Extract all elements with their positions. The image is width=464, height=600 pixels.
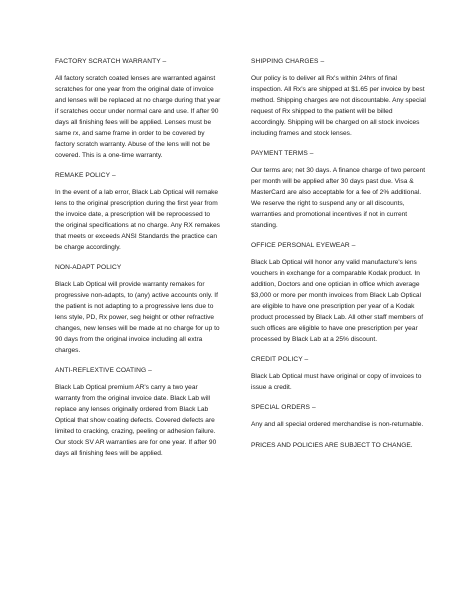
section-heading: NON-ADAPT POLICY [55,264,122,271]
section-heading: PAYMENT TERMS – [251,150,314,157]
section-heading: OFFICE PERSONAL EYEWEAR – [251,242,356,249]
section-heading: CREDIT POLICY – [251,356,309,363]
section-body: Black Lab Optical premium AR's carry a two year warranty from the original invoice date. Black Lab will replace any lenses originally ordered from Black Lab Optical that show coating defects. Covered defects are limited to cracking, crazing, peeling or adhesion failure. Our stock SV AR warranties are for one year. If after 90 days all finishing fees will be applied. [55,384,217,457]
section-body: All factory scratch coated lenses are warranted against scratches for one year from the original date of invoice and lenses will be replaced at no charge during that year if scratches occur under normal care and use. If after 90 days all finishing fees will be applied. Lenses must be same rx, and same frame in order to be covered by factory scratch warranty. Abuse of the lens will not be covered. This is a one-time warranty. [55,75,221,159]
credit-policy-section [251,355,428,393]
section-heading: SPECIAL ORDERS – [251,404,316,411]
section-body: Black Lab Optical must have original or copy of invoices to issue a credit. [251,373,422,391]
section-heading: FACTORY SCRATCH WARRANTY – [55,58,167,65]
section-heading: SHIPPING CHARGES – [251,58,325,65]
section-body: Any and all special ordered merchandise is non-returnable. [251,421,424,428]
section-heading: REMAKE POLICY – [55,172,116,179]
section-heading: ANTI-REFLEXTIVE COATING – [55,367,152,374]
section-body: Black Lab Optical will honor any valid manufacture's lens vouchers in exchange for a comparable Kodak product. In addition, Doctors and one optician in office which average $3,000 or more per month invoices from Black Lab Optical are eligible to have one prescription per year of a Kodak product processed by Black Lab. All other staff members of such offices are eligible to have one prescription per year processed by Black Lab at a 25% discount. [251,259,424,343]
non-adapt-policy-section [55,263,221,356]
prices-policies-notice: PRICES AND POLICIES ARE SUBJECT TO CHANGE. [251,442,413,449]
office-personal-eyewear-section [251,241,428,345]
special-orders-section [251,403,428,430]
section-body: Black Lab Optical will provide warranty remakes for progressive non-adapts, to (any) active accounts only. If the patient is not adapting to a progressive lens due to lens style, PD, Rx power, seg height or other refractive changes, new lenses will be made at no charge for up to 90 days from the original invoice including all extra charges. [55,281,220,354]
anti-reflective-coating-section [55,366,221,459]
left-column [55,57,221,600]
remake-policy-section [55,171,221,253]
section-body: Our terms are; net 30 days. A finance charge of two percent per month will be applied after 30 days past due. Visa & MasterCard are also acceptable for a fee of 2% additional. We reserve the right to suspend any or all discounts, warranties and promotional incentives if not in current standing. [251,167,426,229]
section-body: Our policy is to deliver all Rx's within 24hrs of final inspection. All Rx's are shipped at $1.65 per invoice by best method. Shipping charges are not discountable. Any special request of Rx shipped to the patient will be billed accordingly. Shipping will be charged on all stock invoices including frames and stock lenses. [251,75,426,137]
shipping-charges-section [251,57,428,139]
payment-terms-section [251,149,428,231]
section-body: In the event of a lab error, Black Lab Optical will remake lens to the original prescription during the first year from the invoice date, a prescription will be reprocessed to the original specifications at no charge. Any RX remakes that meets or exceeds ANSI Standards the practice can be charge accordingly. [55,189,220,251]
factory-scratch-warranty-section [55,57,221,161]
right-column [251,57,428,600]
